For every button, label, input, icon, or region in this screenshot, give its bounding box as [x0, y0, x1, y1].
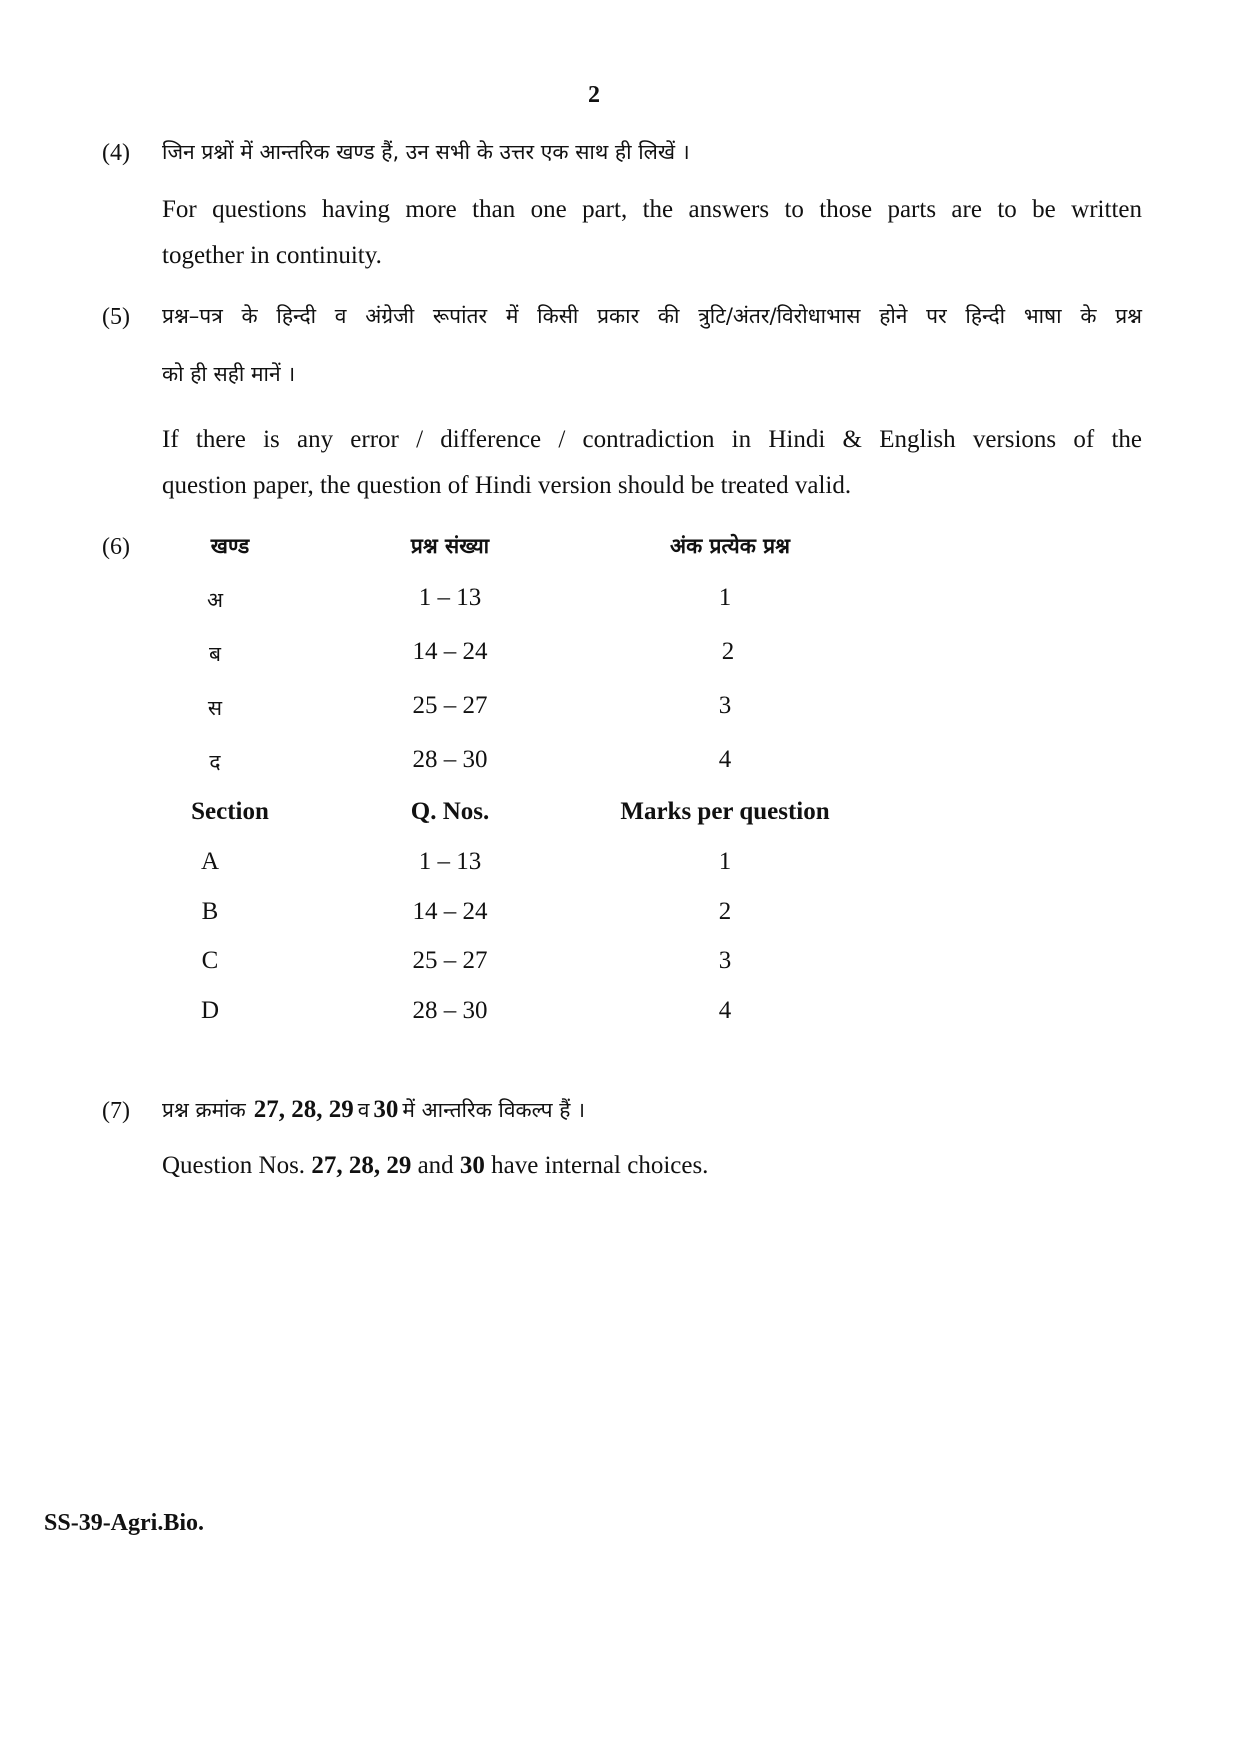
instruction-4-number: (4) — [102, 140, 130, 166]
hindi-row-2-qnos: 14 – 24 — [412, 638, 488, 665]
english-row-4-marks: 4 — [718, 997, 732, 1024]
instruction-7-hindi-suffix: में आन्तरिक विकल्प हैं । — [402, 1098, 586, 1122]
instruction-7-english-last: 30 — [459, 1152, 485, 1179]
hindi-row-2-marks: 2 — [721, 638, 735, 665]
english-row-1-section: A — [200, 848, 220, 875]
instruction-5-hindi-line1: प्रश्न–पत्र के हिन्दी व अंग्रेजी रूपांतर में किसी प्रकार की त्रुटि/अंतर/विरोधाभास होने पर हिन्दी भाषा के प्रश्न — [162, 304, 1142, 328]
english-row-3-qnos: 25 – 27 — [412, 947, 488, 974]
instruction-7-number: (7) — [102, 1098, 130, 1124]
instruction-6-number: (6) — [102, 534, 130, 560]
hindi-row-4-section: द — [209, 750, 221, 774]
instruction-7-english-suffix: have internal choices. — [491, 1152, 709, 1179]
instruction-7-english-prefix: Question Nos. — [162, 1152, 306, 1179]
instruction-7-hindi — [162, 1096, 585, 1124]
english-row-1-marks: 1 — [718, 848, 732, 875]
instruction-7-hindi-last: 30 — [373, 1096, 399, 1123]
paper-code: SS-39-Agri.Bio. — [44, 1510, 205, 1536]
hindi-row-4-qnos: 28 – 30 — [412, 746, 488, 773]
english-header-marks: Marks per question — [620, 798, 830, 825]
english-row-1-qnos: 1 – 13 — [418, 848, 482, 875]
hindi-row-3-marks: 3 — [718, 692, 732, 719]
english-row-2-qnos: 14 – 24 — [412, 898, 488, 925]
instruction-7-english-and: and — [417, 1152, 454, 1179]
instruction-7-english-numbers: 27, 28, 29 — [311, 1152, 412, 1179]
hindi-row-1-qnos: 1 – 13 — [418, 584, 482, 611]
page-number: 2 — [588, 82, 600, 108]
english-row-3-marks: 3 — [718, 947, 732, 974]
instruction-7-hindi-prefix: प्रश्न क्रमांक — [162, 1098, 246, 1122]
hindi-header-section: खण्ड — [210, 534, 250, 558]
english-header-section: Section — [191, 798, 269, 825]
instruction-5-english-line2: question paper, the question of Hindi version should be treated valid. — [162, 472, 852, 499]
english-row-2-marks: 2 — [718, 898, 732, 925]
instruction-4-english-line2: together in continuity. — [162, 242, 382, 269]
english-row-4-section: D — [200, 997, 220, 1024]
hindi-row-3-qnos: 25 – 27 — [412, 692, 488, 719]
instruction-7-hindi-and: व — [357, 1098, 370, 1122]
hindi-row-1-section: अ — [206, 588, 224, 612]
instruction-4-english-line1: For questions having more than one part, the answers to those parts are to be written — [162, 196, 1142, 223]
english-row-2-section: B — [201, 898, 219, 925]
instruction-7-hindi-numbers: 27, 28, 29 — [253, 1096, 354, 1123]
hindi-row-2-section: ब — [209, 642, 221, 666]
instruction-5-number: (5) — [102, 304, 130, 330]
hindi-row-4-marks: 4 — [718, 746, 732, 773]
instruction-5-english-line1: If there is any error / difference / contradiction in Hindi & English versions of the — [162, 426, 1142, 453]
english-row-3-section: C — [201, 947, 219, 974]
hindi-header-marks: अंक प्रत्येक प्रश्न — [670, 534, 790, 558]
hindi-row-3-section: स — [207, 696, 223, 720]
instruction-5-hindi-line2: को ही सही मानें । — [162, 362, 296, 386]
english-row-4-qnos: 28 – 30 — [412, 997, 488, 1024]
hindi-header-question-numbers: प्रश्न संख्या — [410, 534, 490, 558]
instruction-7-english — [162, 1152, 708, 1180]
instruction-4-hindi: जिन प्रश्नों में आन्तरिक खण्ड हैं, उन सभी के उत्तर एक साथ ही लिखें । — [162, 140, 690, 164]
hindi-row-1-marks: 1 — [718, 584, 732, 611]
english-header-question-numbers: Q. Nos. — [410, 798, 490, 825]
